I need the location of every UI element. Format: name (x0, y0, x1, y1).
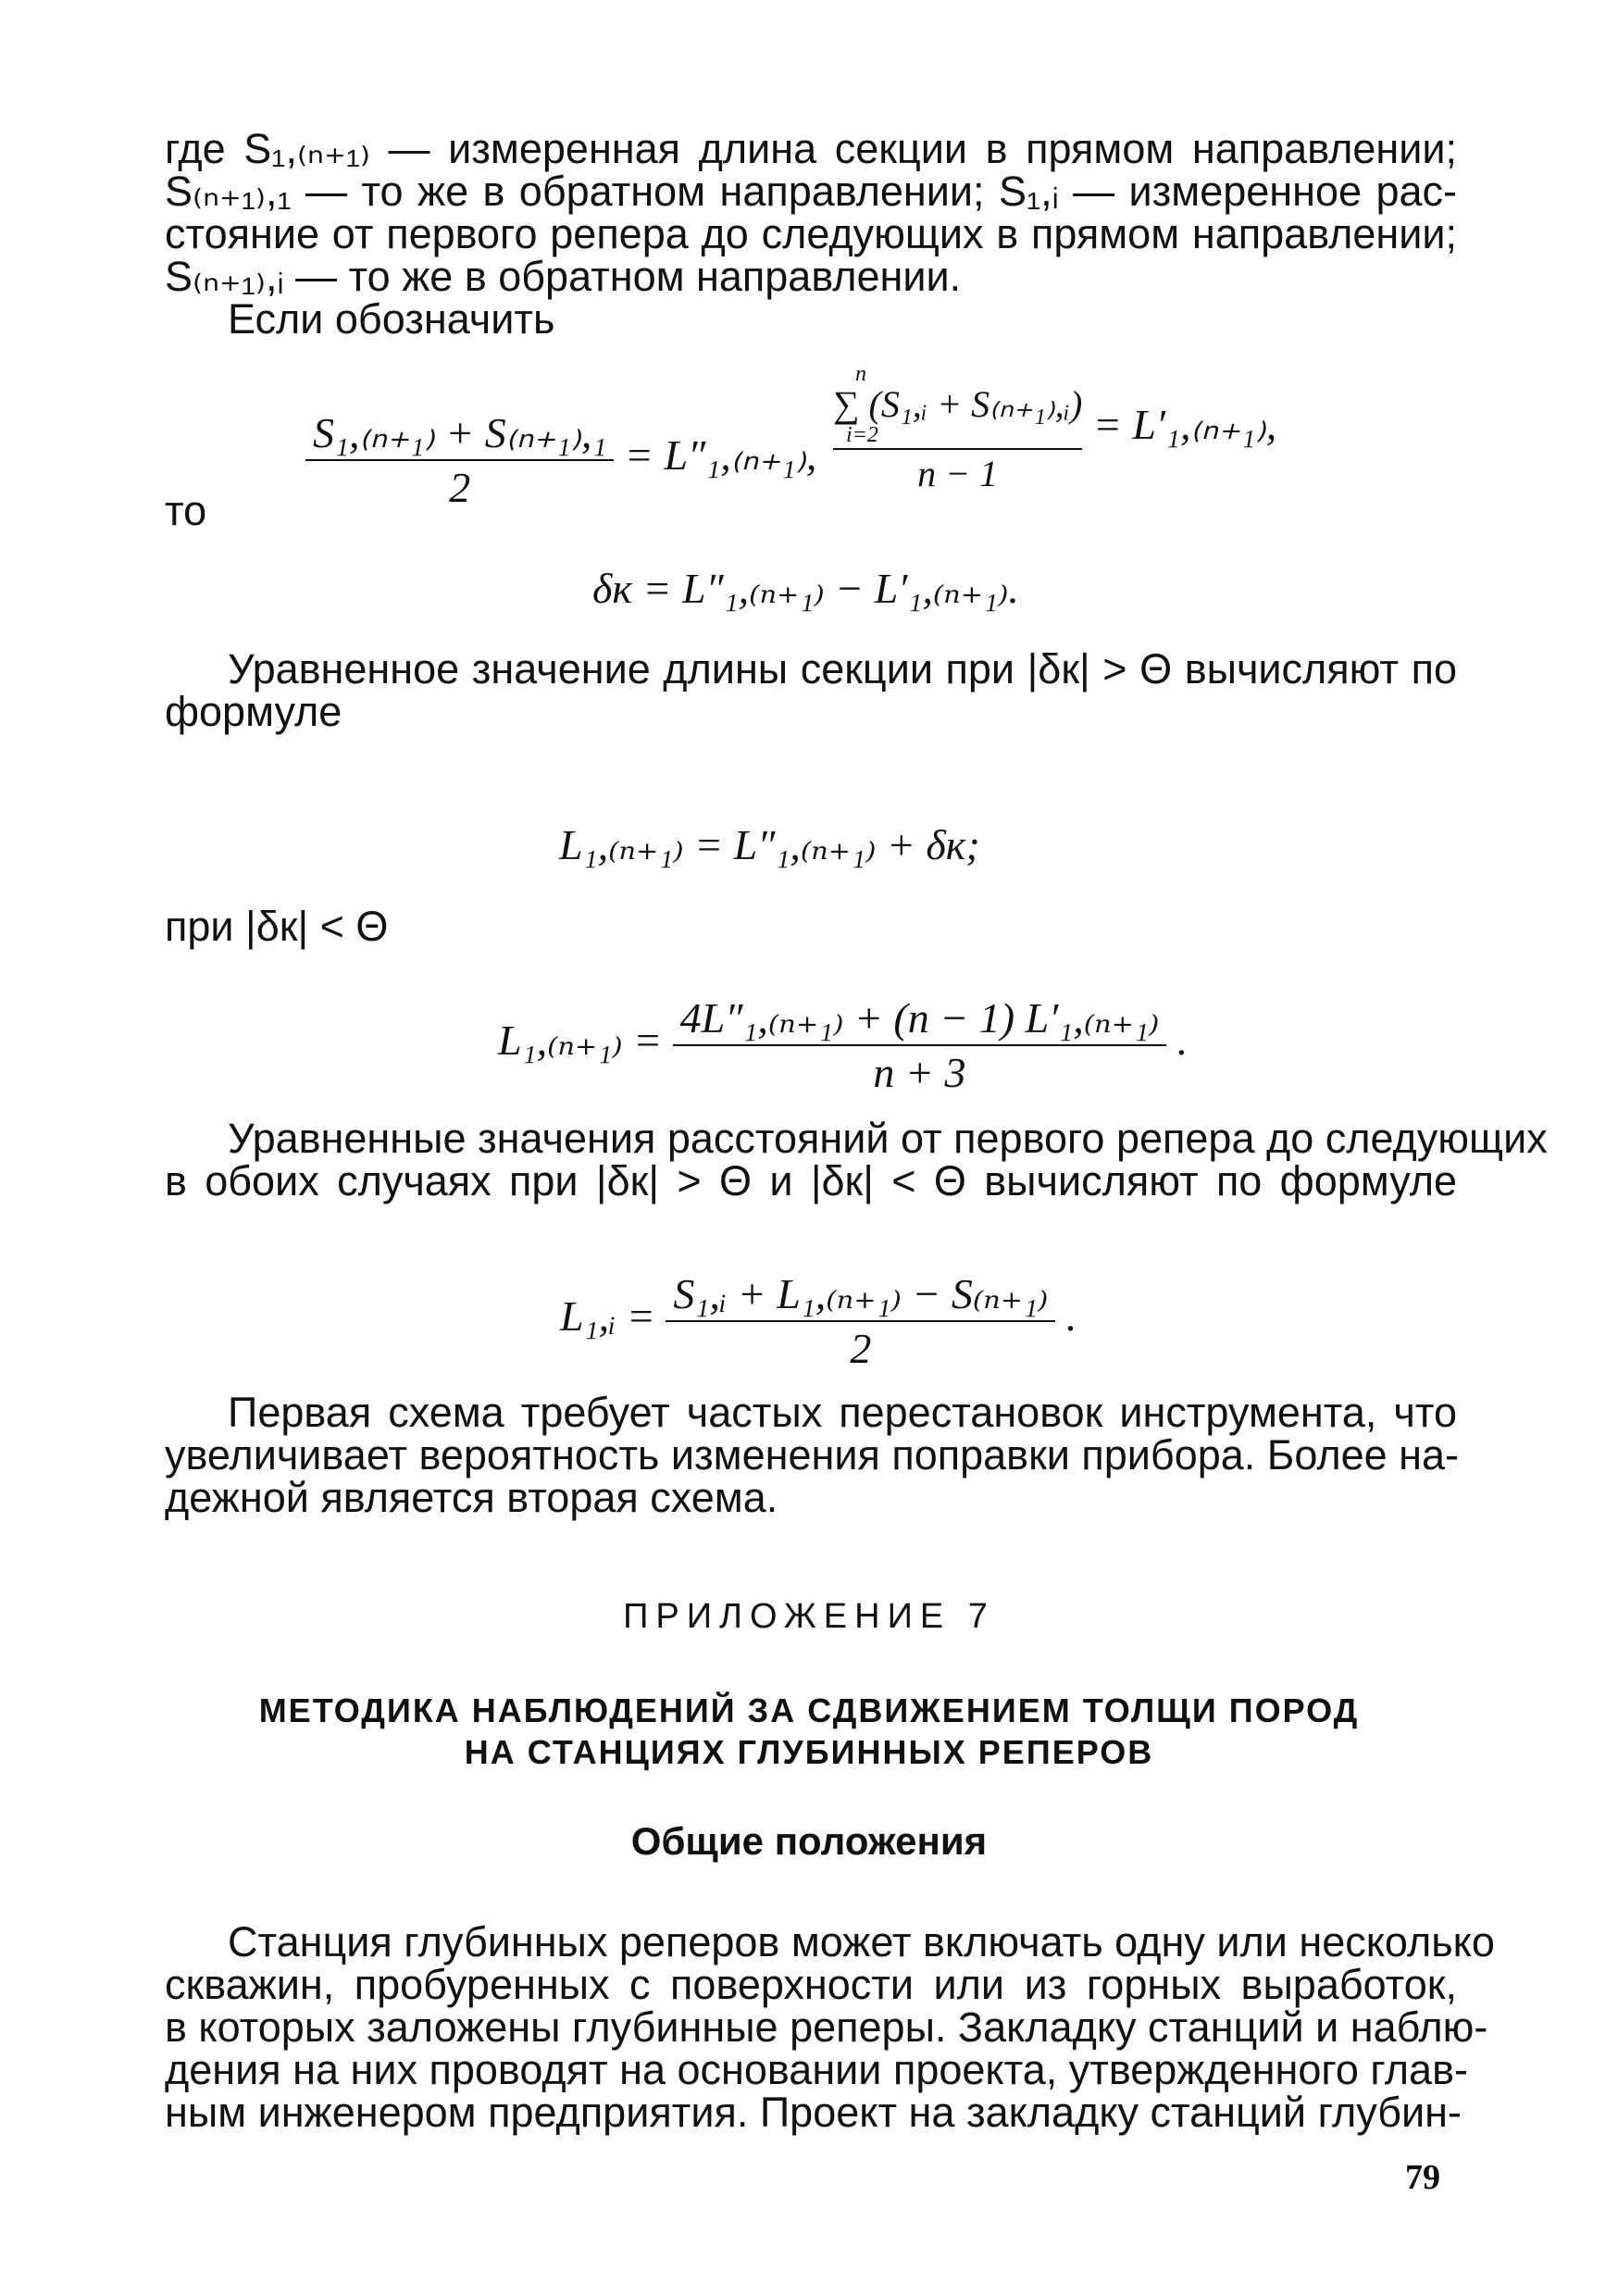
text-line: увеличивает вероятность изменения поправки прибора. Более на- (165, 1431, 1460, 1479)
text-line: дежной является вторая схема. (165, 1474, 778, 1521)
text-line: Первая схема требует частых перестановок инструмента, что (228, 1389, 1457, 1436)
text-line: где S₁,₍ₙ₊₁₎ — измеренная длина секции в прямом направлении; (165, 125, 1457, 172)
denominator: 2 (449, 464, 471, 511)
formula-lhs: L₁,ᵢ = (560, 1292, 655, 1341)
paragraph-adjusted-distances (165, 1115, 1548, 1204)
text-line: Уравненные значения расстояний от первого репера до следующих (228, 1115, 1548, 1162)
formula-sum-definition (833, 363, 1276, 495)
section-title (0, 1690, 1618, 1773)
text-line: Уравненное значение длины секции при |δк| > Θ вычисляют по (228, 645, 1457, 693)
paragraph-if-denote (165, 295, 1457, 343)
word-then: то (165, 487, 207, 534)
numerator: 4L″₁,₍ₙ₊₁₎ + (n − 1) L′₁,₍ₙ₊₁₎ (673, 992, 1167, 1046)
sum-upper-limit: n (855, 362, 866, 386)
text-line: S₍ₙ₊₁₎,ᵢ — то же в обратном направлении. (165, 253, 962, 300)
text-line: Станция глубинных реперов может включать одну или несколько (228, 1918, 1495, 1965)
title-line: НА СТАНЦИЯХ ГЛУБИННЫХ РЕПЕРОВ (464, 1733, 1154, 1771)
denominator: 2 (850, 1325, 872, 1372)
numerator: S₁,₍ₙ₊₁₎ + S₍ₙ₊₁₎,₁ (305, 407, 614, 461)
formula-distance (560, 1268, 1077, 1373)
paragraph-station (165, 1918, 1495, 2136)
formula-definitions (305, 407, 816, 512)
text-line: в которых заложены глубинные реперы. Закладку станций и наблю- (165, 2003, 1488, 2051)
formula-tail: . (1065, 1292, 1077, 1341)
sum-expression: ∑ (S₁,ᵢ + S₍ₙ₊₁₎,ᵢ) (833, 383, 1083, 425)
title-line: МЕТОДИКА НАБЛЮДЕНИЙ ЗА СДВИЖЕНИЕМ ТОЛЩИ ПОРОД (258, 1691, 1360, 1729)
formula-length-case1: L₁,₍ₙ₊₁₎ = L″₁,₍ₙ₊₁₎ + δк; (559, 821, 980, 868)
text-line: стояние от первого репера до следующих в прямом направлении; (165, 210, 1457, 257)
paragraph-schemes (165, 1389, 1460, 1521)
text-line: дения на них проводят на основании проекта, утвержденного глав- (165, 2046, 1468, 2093)
text-line: формуле (165, 688, 342, 735)
formula-rhs: = L″₁,₍ₙ₊₁₎, (624, 431, 817, 480)
formula-length-case2 (498, 992, 1188, 1097)
denominator: n + 3 (873, 1049, 966, 1096)
formula-delta: δк = L″₁,₍ₙ₊₁₎ − L′₁,₍ₙ₊₁₎. (592, 565, 1019, 612)
formula-tail: . (1176, 1017, 1189, 1065)
word-when: при |δк| < Θ (165, 903, 389, 950)
denominator: n − 1 (917, 453, 999, 494)
text-line: ным инженером предприятия. Проект на закладку станций глубин- (165, 2089, 1462, 2136)
text-line: в обоих случаях при |δк| > Θ и |δк| < Θ вычисляют по формуле (165, 1157, 1457, 1204)
formula-lhs: L₁,₍ₙ₊₁₎ = (498, 1017, 663, 1065)
numerator: S₁,ᵢ + L₁,₍ₙ₊₁₎ − S₍ₙ₊₁₎ (666, 1268, 1055, 1322)
section-subtitle: Общие положения (630, 1819, 988, 1863)
fraction (666, 1268, 1055, 1373)
fraction (833, 363, 1082, 495)
page-number: 79 (1405, 2158, 1440, 2197)
fraction (305, 407, 614, 512)
text-line: скважин, пробуренных с поверхности или из горных выработок, (165, 1961, 1457, 2008)
text-line: Если обозначить (228, 295, 555, 343)
paragraph-definitions (165, 125, 1457, 300)
sum-lower-limit: i=2 (833, 424, 1082, 450)
paragraph-adjusted-length (165, 645, 1457, 735)
appendix-heading: ПРИЛОЖЕНИЕ 7 (623, 1597, 995, 1636)
text-line: S₍ₙ₊₁₎,₁ — то же в обратном направлении; S₁,ᵢ — измеренное рас- (165, 168, 1457, 215)
fraction (673, 992, 1167, 1097)
formula-rhs: = L′₁,₍ₙ₊₁₎, (1092, 401, 1277, 449)
